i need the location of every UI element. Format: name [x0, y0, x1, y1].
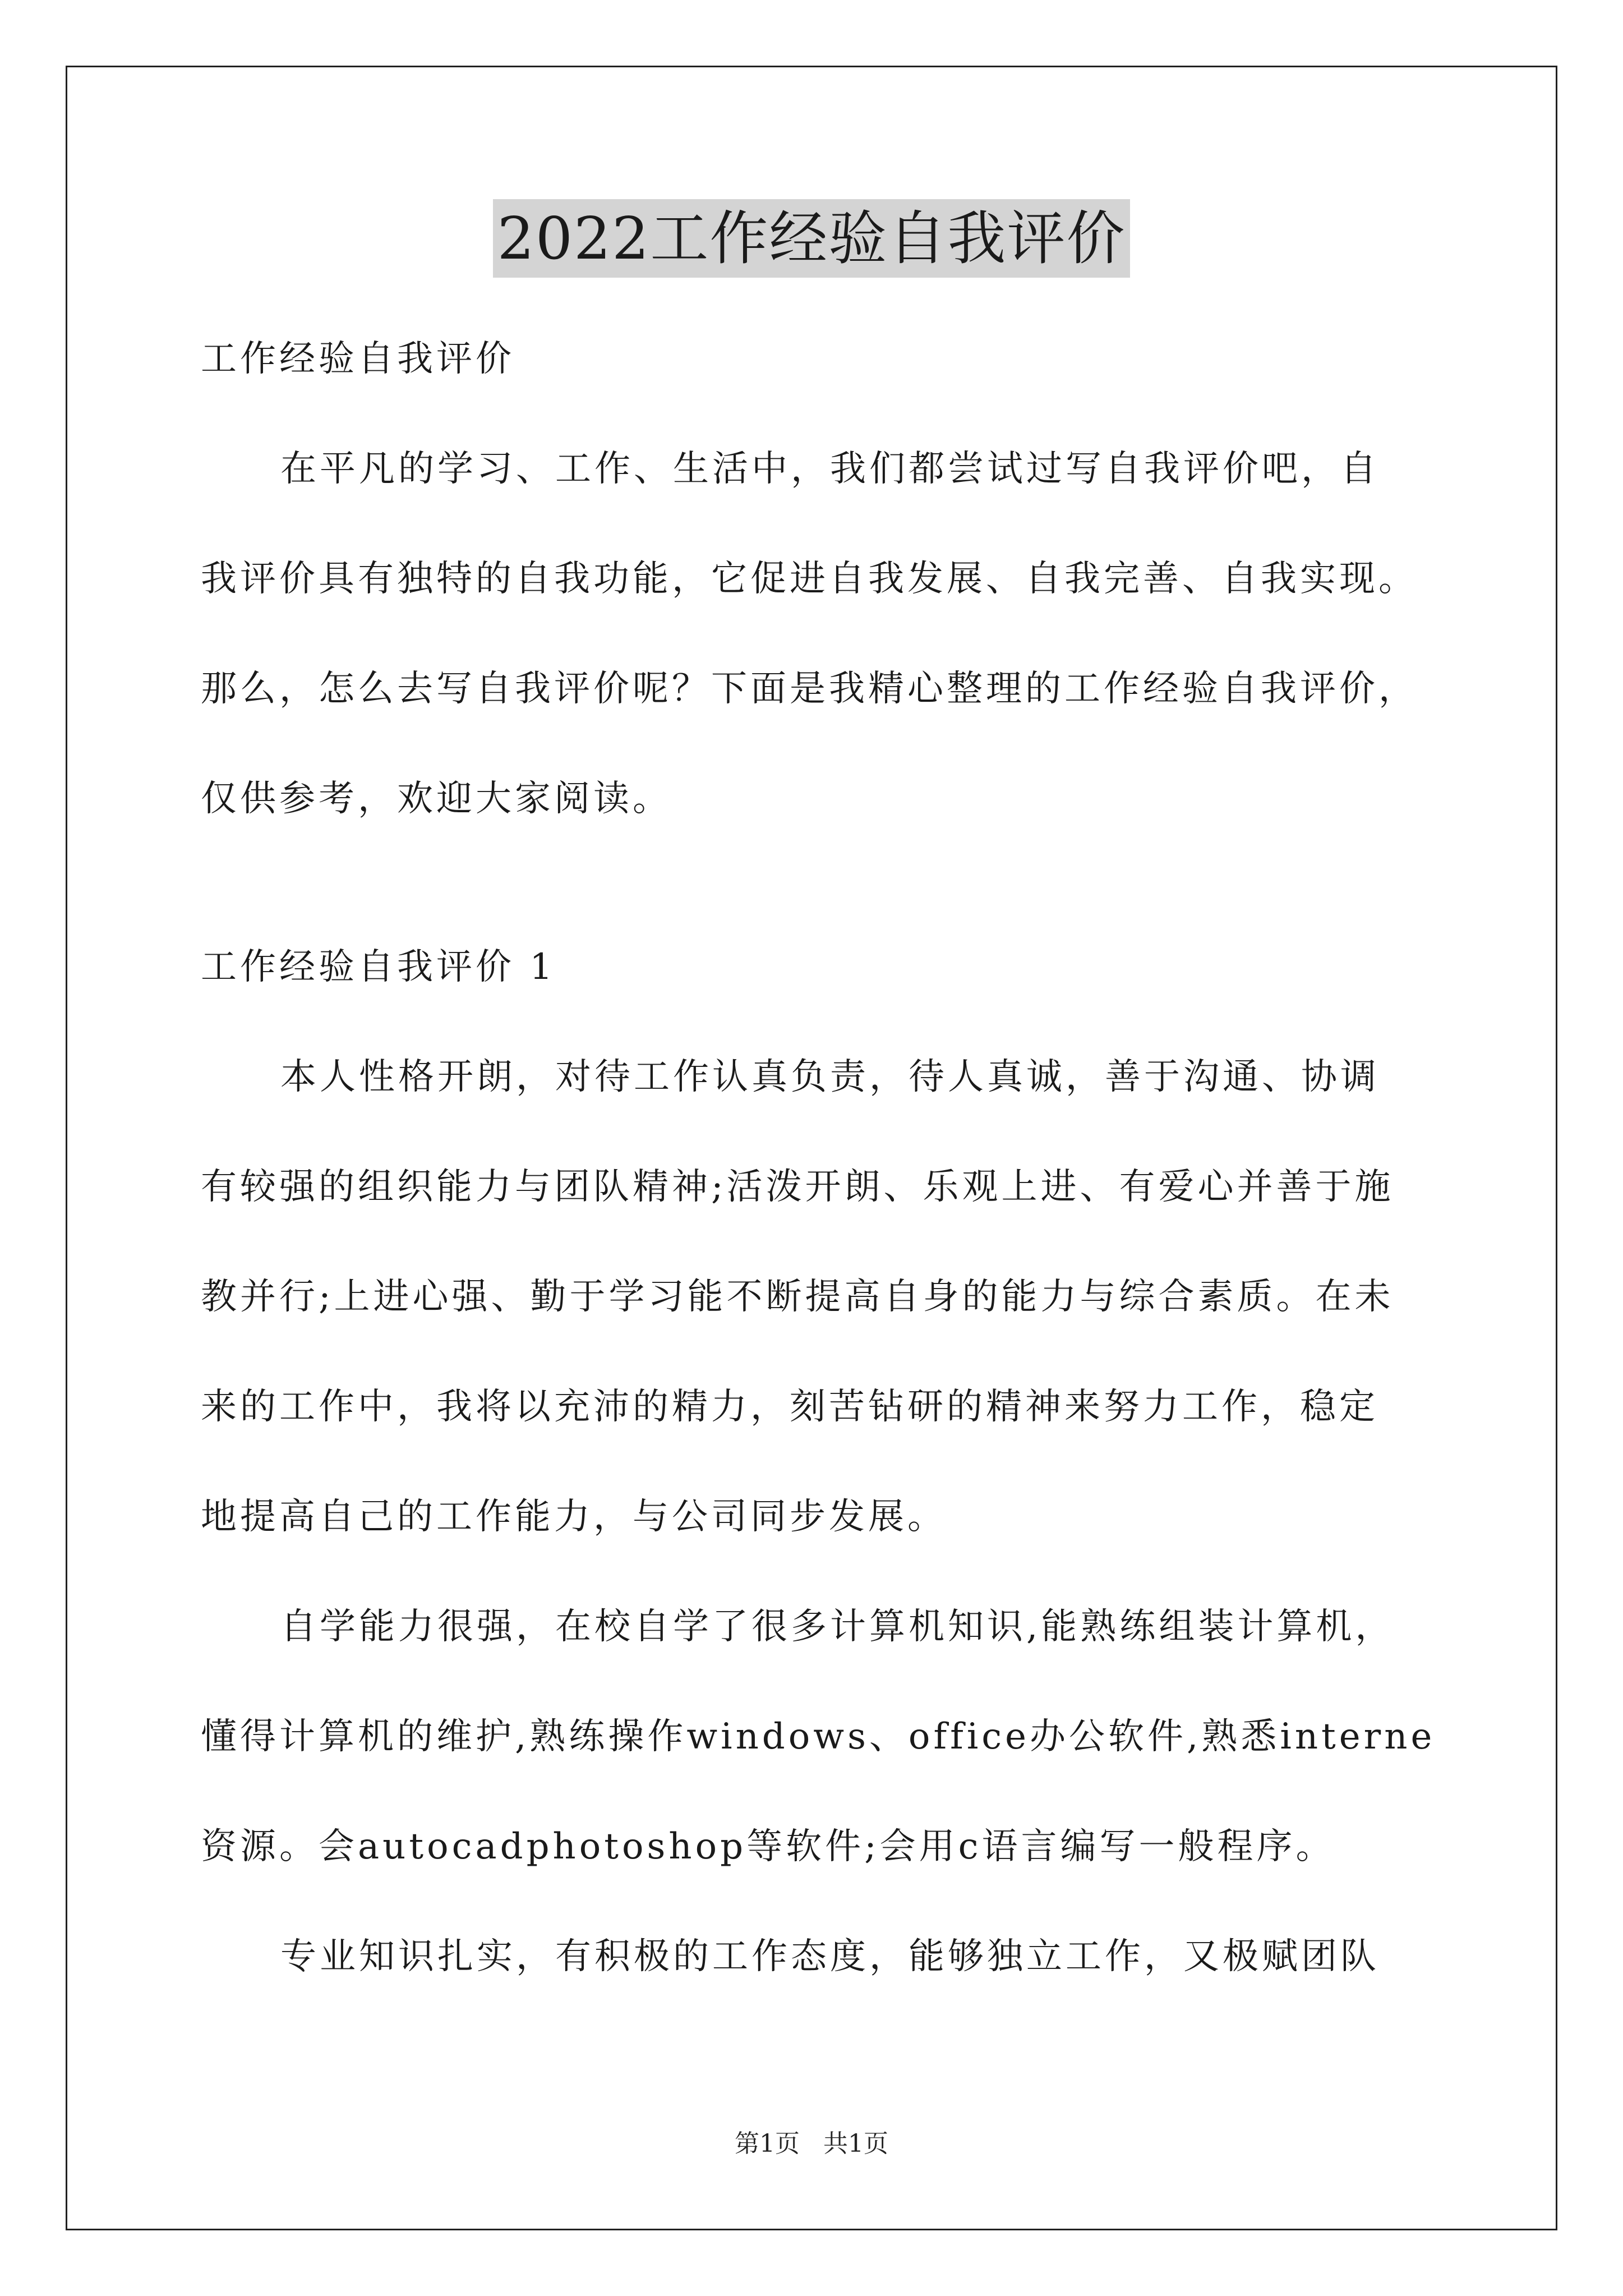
title-container	[0, 199, 1623, 278]
section-heading-1: 工作经验自我评价 1	[201, 946, 556, 988]
para2-line: 懂得计算机的维护,熟练操作windows、office办公软件,熟悉interne	[201, 1716, 1436, 1757]
intro-line: 仅供参考，欢迎大家阅读。	[201, 778, 672, 820]
para2-line: 资源。会autocadphotoshop等软件;会用c语言编写一般程序。	[201, 1826, 1335, 1867]
para1-line: 有较强的组织能力与团队精神;活泼开朗、乐观上进、有爱心并善于施	[201, 1166, 1394, 1208]
page-number: 第1页	[735, 2129, 800, 2158]
document-body	[201, 331, 1435, 1985]
para3-line: 专业知识扎实，有积极的工作态度，能够独立工作，又极赋团队	[280, 1936, 1380, 1977]
para1-line: 来的工作中，我将以充沛的精力，刻苦钻研的精神来努力工作，稳定	[201, 1386, 1378, 1428]
intro-line: 那么，怎么去写自我评价呢？下面是我精心整理的工作经验自我评价，	[201, 668, 1418, 710]
intro-line: 在平凡的学习、工作、生活中，我们都尝试过写自我评价吧，自	[280, 448, 1380, 490]
intro-line: 我评价具有独特的自我功能，它促进自我发展、自我完善、自我实现。	[201, 558, 1418, 600]
para1-line: 本人性格开朗，对待工作认真负责，待人真诚，善于沟通、协调	[280, 1056, 1380, 1098]
section-heading-intro: 工作经验自我评价	[201, 338, 515, 380]
page-total: 共1页	[823, 2129, 888, 2158]
para1-line: 地提高自己的工作能力，与公司同步发展。	[201, 1496, 947, 1538]
document-title: 2022工作经验自我评价	[493, 199, 1131, 278]
para2-line: 自学能力很强，在校自学了很多计算机知识,能熟练组装计算机，	[280, 1606, 1395, 1648]
page-footer	[0, 2127, 1623, 2161]
para1-line: 教并行;上进心强、勤于学习能不断提高自身的能力与综合素质。在未	[201, 1276, 1394, 1318]
